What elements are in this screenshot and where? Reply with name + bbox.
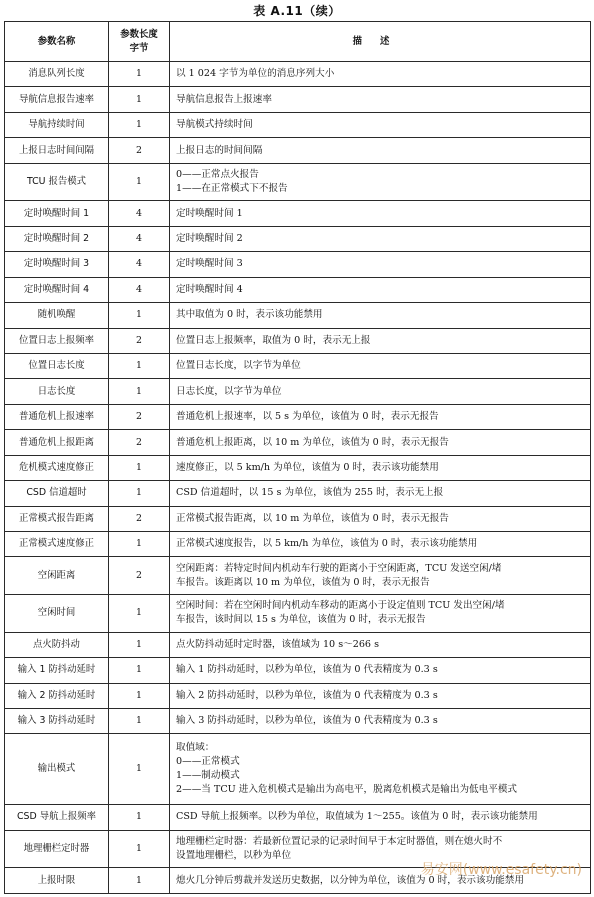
description-line: 1——制动模式 [176, 770, 240, 782]
param-name: 输入 1 防抖动延时 [5, 658, 109, 683]
param-name: 危机模式速度修正 [5, 455, 109, 480]
param-length: 1 [109, 709, 170, 734]
param-length: 1 [109, 595, 170, 633]
param-name: 随机唤醒 [5, 303, 109, 328]
param-description [170, 112, 591, 137]
param-name: 定时唤醒时间 3 [5, 252, 109, 277]
param-name: CSD 信道超时 [5, 481, 109, 506]
param-length: 2 [109, 138, 170, 163]
table-row [5, 62, 591, 87]
param-description [170, 303, 591, 328]
description-line: 其中取值为 0 时，表示该功能禁用 [176, 309, 323, 321]
param-length: 1 [109, 734, 170, 805]
header-length-line2: 字节 [129, 42, 149, 54]
param-length: 1 [109, 868, 170, 894]
param-description [170, 163, 591, 201]
param-length: 2 [109, 557, 170, 595]
param-description [170, 62, 591, 87]
header-name: 参数名称 [5, 22, 109, 62]
description-line: 日志长度，以字节为单位 [176, 385, 282, 397]
table-row [5, 252, 591, 277]
description-line: CSD 信道超时，以 15 s 为单位，该值为 255 时，表示无上报 [176, 487, 444, 499]
description-line: 定时唤醒时间 4 [176, 283, 243, 295]
description-line: 普通危机上报距离，以 10 m 为单位，该值为 0 时，表示无报告 [176, 436, 449, 448]
table-row [5, 277, 591, 302]
description-line: 速度修正，以 5 km/h 为单位，该值为 0 时，表示该功能禁用 [176, 461, 439, 473]
description-line: 正常模式报告距离，以 10 m 为单位，该值为 0 时，表示无报告 [176, 512, 449, 524]
table-row [5, 805, 591, 830]
param-length: 1 [109, 112, 170, 137]
table-body [5, 62, 591, 894]
param-name: 位置日志上报频率 [5, 328, 109, 353]
param-length: 1 [109, 632, 170, 657]
param-length: 4 [109, 226, 170, 251]
param-description [170, 595, 591, 633]
table-row [5, 112, 591, 137]
table-row [5, 138, 591, 163]
table-row [5, 506, 591, 531]
table-row [5, 455, 591, 480]
description-line: 定时唤醒时间 1 [176, 207, 243, 219]
param-length: 2 [109, 506, 170, 531]
param-description [170, 379, 591, 404]
description-line: 正常模式速度报告，以 5 km/h 为单位，该值为 0 时，表示该功能禁用 [176, 538, 478, 550]
param-name: 上报时限 [5, 868, 109, 894]
param-name: 定时唤醒时间 2 [5, 226, 109, 251]
description-line: 定时唤醒时间 2 [176, 233, 243, 245]
table-row [5, 404, 591, 429]
watermark: 易安网(www.esafety.cn) [420, 862, 582, 878]
param-name: 空闲距离 [5, 557, 109, 595]
param-name: 正常模式速度修正 [5, 532, 109, 557]
param-length: 1 [109, 62, 170, 87]
param-description [170, 226, 591, 251]
table-row [5, 353, 591, 378]
description-line: 普通危机上报速率，以 5 s 为单位，该值为 0 时，表示无报告 [176, 411, 439, 423]
param-length: 1 [109, 658, 170, 683]
description-line: 2——当 TCU 进入危机模式是输出为高电平，脱离危机模式是输出为低电平模式 [176, 784, 518, 796]
param-description [170, 734, 591, 805]
param-name: 输入 2 防抖动延时 [5, 683, 109, 708]
param-name: 导航持续时间 [5, 112, 109, 137]
param-description [170, 87, 591, 112]
table-row [5, 430, 591, 455]
param-length: 1 [109, 481, 170, 506]
description-line: 位置日志上报频率，取值为 0 时，表示无上报 [176, 334, 371, 346]
description-line: 导航信息报告上报速率 [176, 93, 272, 105]
param-length: 2 [109, 430, 170, 455]
param-name: 消息队列长度 [5, 62, 109, 87]
table-row [5, 379, 591, 404]
table-row [5, 163, 591, 201]
table-row [5, 201, 591, 226]
param-description [170, 455, 591, 480]
table-row [5, 226, 591, 251]
param-length: 2 [109, 328, 170, 353]
param-name: 输出模式 [5, 734, 109, 805]
param-length: 1 [109, 830, 170, 868]
header-description: 描述 [170, 22, 591, 62]
param-name: 定时唤醒时间 4 [5, 277, 109, 302]
description-line: 定时唤醒时间 3 [176, 258, 243, 270]
table-row [5, 632, 591, 657]
param-description [170, 430, 591, 455]
param-description [170, 481, 591, 506]
table-header-row [5, 22, 591, 62]
param-name: 普通危机上报距离 [5, 430, 109, 455]
param-length: 1 [109, 532, 170, 557]
description-line: 设置地理栅栏，以秒为单位 [176, 849, 292, 861]
param-description [170, 353, 591, 378]
description-line: 以 1 024 字节为单位的消息序列大小 [176, 68, 335, 80]
param-name: 输入 3 防抖动延时 [5, 709, 109, 734]
table-row [5, 557, 591, 595]
header-length-line1: 参数长度 [120, 28, 158, 40]
table-row [5, 709, 591, 734]
param-description [170, 252, 591, 277]
description-line: 1——在正常模式下不报告 [176, 183, 288, 195]
description-line: CSD 导航上报频率。以秒为单位，取值域为 1～255。该值为 0 时，表示该功能禁用 [176, 811, 538, 823]
param-name: CSD 导航上报频率 [5, 805, 109, 830]
param-length: 2 [109, 404, 170, 429]
table-row [5, 87, 591, 112]
description-line: 空闲距离：若特定时间内机动车行驶的距离小于空闲距离，TCU 发送空闲/堵 [176, 562, 502, 574]
description-line: 位置日志长度，以字节为单位 [176, 360, 301, 372]
param-description [170, 201, 591, 226]
param-description [170, 632, 591, 657]
param-description [170, 506, 591, 531]
param-length: 4 [109, 277, 170, 302]
param-name: 日志长度 [5, 379, 109, 404]
description-line: 导航模式持续时间 [176, 119, 253, 131]
param-length: 1 [109, 455, 170, 480]
param-name: 上报日志时间间隔 [5, 138, 109, 163]
param-length: 1 [109, 805, 170, 830]
param-name: 导航信息报告速率 [5, 87, 109, 112]
table-row [5, 683, 591, 708]
param-name: 普通危机上报速率 [5, 404, 109, 429]
param-length: 4 [109, 252, 170, 277]
param-description [170, 805, 591, 830]
param-length: 1 [109, 683, 170, 708]
param-description [170, 404, 591, 429]
param-description [170, 328, 591, 353]
param-description [170, 532, 591, 557]
table-row [5, 328, 591, 353]
param-description [170, 683, 591, 708]
param-length: 1 [109, 303, 170, 328]
param-name: TCU 报告模式 [5, 163, 109, 201]
table-caption: 表 A.11（续） [253, 4, 341, 18]
parameter-table [4, 21, 591, 894]
description-line: 车报告，该时间以 15 s 为单位，该值为 0 时，表示无报告 [176, 614, 426, 626]
header-length [109, 22, 170, 62]
table-row [5, 658, 591, 683]
param-description [170, 557, 591, 595]
description-line: 熄火几分钟后剪裁并发送历史数据，以分钟为单位，该值为 0 时，表示该功能禁用 [176, 874, 524, 886]
description-line: 取值域： [176, 742, 215, 754]
description-line: 输入 1 防抖动延时，以秒为单位，该值为 0 代表精度为 0.3 s [176, 664, 438, 676]
param-description [170, 277, 591, 302]
description-line: 空闲时间：若在空闲时间内机动车移动的距离小于设定值则 TCU 发出空闲/堵 [176, 600, 505, 612]
description-line: 点火防抖动延时定时器，该值域为 10 s～266 s [176, 638, 380, 650]
description-line: 输入 2 防抖动延时，以秒为单位，该值为 0 代表精度为 0.3 s [176, 689, 438, 701]
param-name: 空闲时间 [5, 595, 109, 633]
param-description [170, 709, 591, 734]
description-line: 地理栅栏定时器：若最新位置记录的记录时间早于本定时器值，则在熄火时不 [176, 835, 503, 847]
param-name: 点火防抖动 [5, 632, 109, 657]
table-row [5, 595, 591, 633]
param-name: 地理栅栏定时器 [5, 830, 109, 868]
table-row [5, 481, 591, 506]
param-length: 1 [109, 353, 170, 378]
table-row [5, 303, 591, 328]
param-description [170, 138, 591, 163]
table-row [5, 734, 591, 805]
param-name: 正常模式报告距离 [5, 506, 109, 531]
param-length: 4 [109, 201, 170, 226]
description-line: 输入 3 防抖动延时，以秒为单位，该值为 0 代表精度为 0.3 s [176, 715, 438, 727]
table-row [5, 532, 591, 557]
param-length: 1 [109, 163, 170, 201]
description-line: 0——正常点火报告 [176, 169, 259, 181]
param-description [170, 658, 591, 683]
param-length: 1 [109, 87, 170, 112]
param-length: 1 [109, 379, 170, 404]
description-line: 上报日志的时间间隔 [176, 144, 263, 156]
description-line: 0——正常模式 [176, 756, 240, 768]
param-name: 位置日志长度 [5, 353, 109, 378]
param-name: 定时唤醒时间 1 [5, 201, 109, 226]
description-line: 车报告。该距离以 10 m 为单位，该值为 0 时，表示无报告 [176, 576, 430, 588]
